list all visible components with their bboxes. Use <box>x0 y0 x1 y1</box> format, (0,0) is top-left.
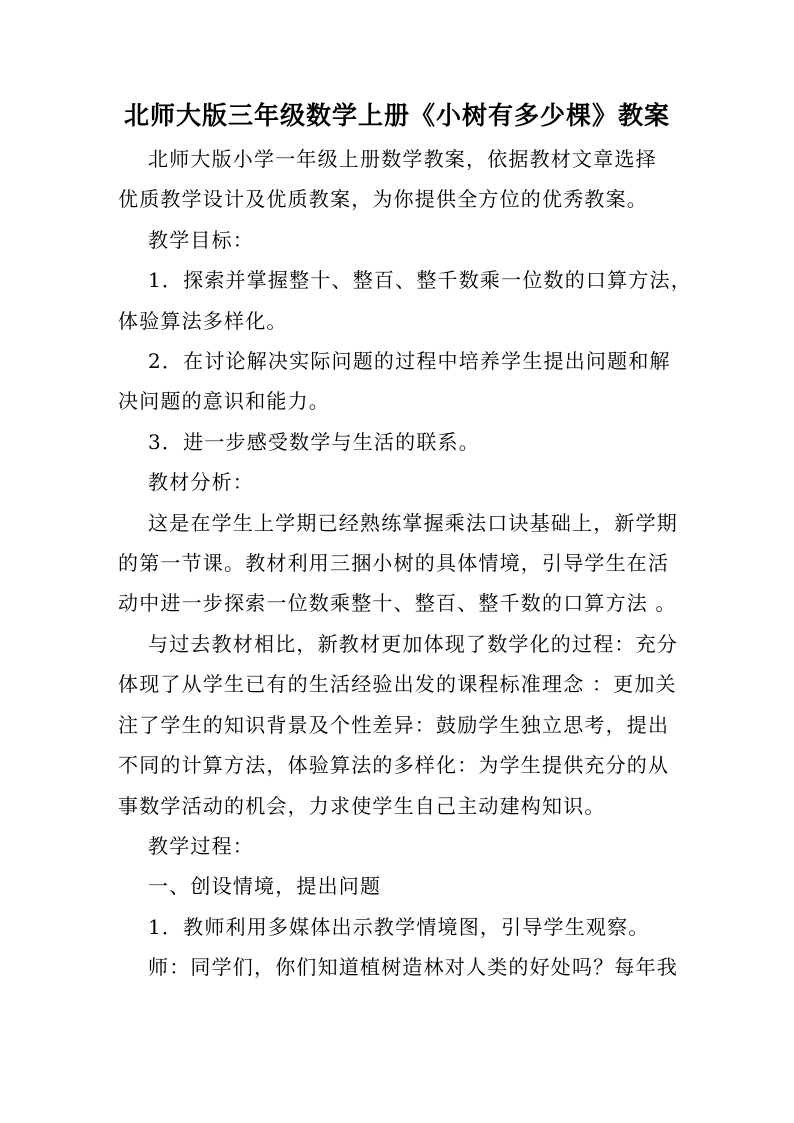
text-line: 注了学生的知识背景及个性差异：鼓励学生独立思考，提出 <box>118 712 670 737</box>
paragraph-teacher-speech <box>118 947 678 987</box>
heading-teaching-goals <box>118 220 678 260</box>
text-line: 动中进一步探索一位数乘整十、整百、整千数的口算方法 。 <box>118 591 677 616</box>
text-line: 与过去教材相比，新教材更加体现了数学化的过程：充分 <box>148 631 678 656</box>
text-line: 1．探索并掌握整十、整百、整千数乘一位数的口算方法， <box>148 268 692 293</box>
text-line: 教学过程： <box>148 833 254 858</box>
text-line: 师：同学们，你们知道植树造林对人类的好处吗？每年我 <box>148 955 678 980</box>
text-line: 教学目标： <box>148 227 254 252</box>
document-body <box>118 139 692 988</box>
text-line: 优质教学设计及优质教案，为你提供全方位的优秀教案。 <box>118 187 648 212</box>
paragraph-goal-2 <box>118 341 678 422</box>
text-line: 北师大版小学一年级上册数学教案，依据教材文章选择 <box>148 147 657 171</box>
text-line: 体现了从学生已有的生活经验出发的课程标准理念 ：更加关 <box>118 672 677 697</box>
text-line: 3．进一步感受数学与生活的联系。 <box>148 429 480 454</box>
text-line: 不同的计算方法，体验算法的多样化：为学生提供充分的从 <box>118 753 670 778</box>
text-line: 决问题的意识和能力。 <box>118 389 330 414</box>
text-line: 1．教师利用多媒体出示教学情境图，引导学生观察。 <box>148 914 650 939</box>
document-title: 北师大版三年级数学上册《小树有多少棵》教案 <box>123 101 670 130</box>
heading-material-analysis <box>118 462 678 502</box>
paragraph-step-1 <box>118 907 678 947</box>
paragraph-intro <box>118 139 678 220</box>
text-line: 这是在学生上学期已经熟练掌握乘法口诀基础上，新学期 <box>148 510 678 535</box>
text-line: 的第一节课。教材利用三捆小树的具体情境，引导学生在活 <box>118 551 670 576</box>
paragraph-goal-3 <box>118 422 678 462</box>
heading-section-one <box>118 866 678 906</box>
text-line: 事数学活动的机会，力求使学生自己主动建构知识。 <box>118 793 606 818</box>
text-line: 体验算法多样化。 <box>118 308 288 333</box>
text-line: 2．在讨论解决实际问题的过程中培养学生提出问题和解 <box>148 349 671 374</box>
paragraph-analysis-2 <box>118 624 678 826</box>
heading-teaching-process <box>118 826 678 866</box>
text-line: 一、创设情境，提出问题 <box>148 874 382 899</box>
paragraph-goal-1 <box>118 260 692 341</box>
text-line: 教材分析： <box>148 470 254 495</box>
paragraph-analysis-1 <box>118 503 678 624</box>
